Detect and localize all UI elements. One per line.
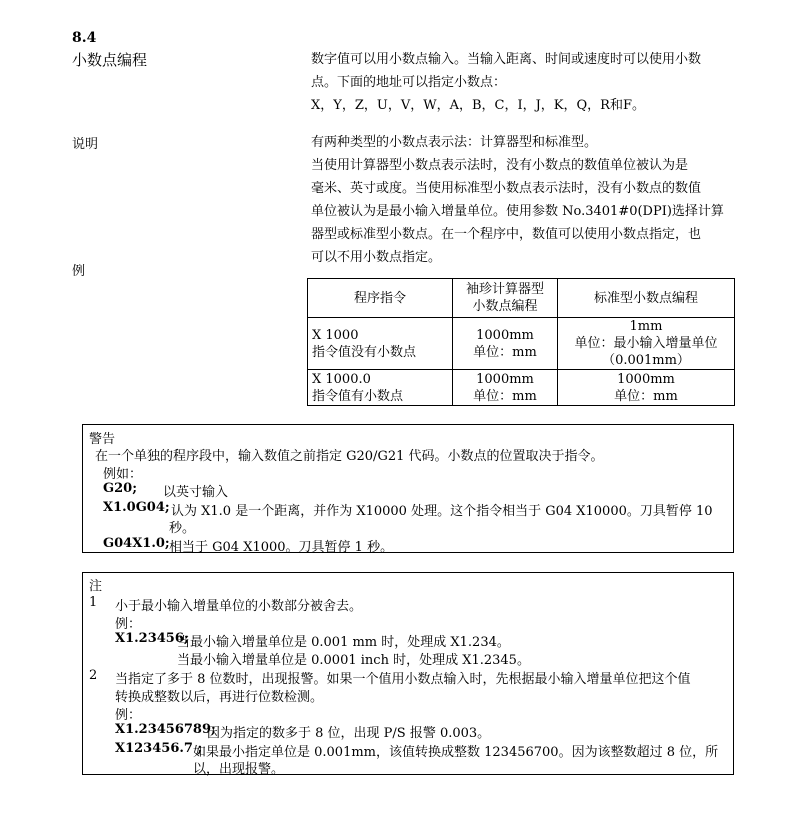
warning-line: 在一个单独的程序段中，输入数值之前指定 G20/G21 代码。小数点的位置取决于指令。: [95, 449, 604, 464]
code-x1234567: X123456.7 ;: [115, 741, 203, 756]
intro-line: 点。下面的地址可以指定小数点：: [311, 75, 507, 90]
table-row: [308, 370, 735, 406]
table-row: [308, 318, 735, 370]
table-cell: X 1000 指令值没有小数点: [308, 318, 453, 370]
explanation-line: 单位被认为是最小输入增量单位。使用参数 No.3401#0(DPI)选择计算: [311, 204, 724, 219]
explanation-paragraph: [311, 131, 731, 269]
warning-example-label: 例如：: [103, 467, 143, 482]
example-label: 例: [72, 264, 86, 279]
note-line: 当最小输入增量单位是 0.0001 inch 时，处理成 X1.2345。: [177, 653, 530, 668]
explanation-line: 器型或标准型小数点。在一个程序中，数值可以使用小数点指定，也: [311, 227, 702, 242]
note-line: 小于最小输入增量单位的小数部分被舍去。: [115, 599, 363, 614]
table-header-row: [308, 279, 735, 318]
table-header: 标准型小数点编程: [558, 279, 735, 318]
note-number: 1: [89, 595, 98, 610]
warning-line: 认为 X1.0 是一个距离，并作为 X10000 处理。这个指令相当于 G04 X10000。刀具暂停 10: [171, 504, 713, 519]
table-cell: 1000mm 单位：mm: [453, 318, 558, 370]
example-table: [307, 278, 735, 406]
intro-line: X，Y，Z，U，V，W，A，B，C，I，J，K，Q，R和F。: [311, 98, 645, 113]
note-line: 因为指定的数多于 8 位，出现 P/S 报警 0.003。: [207, 726, 491, 741]
code-x123456789: X1.23456789;: [115, 722, 216, 737]
section-number: 8.4: [72, 30, 97, 46]
table-cell: 1mm 单位：最小输入增量单位 （0.001mm）: [558, 318, 735, 370]
code-x123456: X1.23456;: [115, 631, 189, 646]
warning-line: 相当于 G04 X1000。刀具暂停 1 秒。: [169, 540, 394, 555]
note-box: [82, 572, 734, 775]
note-number: 2: [89, 668, 98, 683]
table-cell: 1000mm 单位：mm: [558, 370, 735, 406]
note-line: 当指定了多于 8 位数时，出现报警。如果一个值用小数点输入时，先根据最小输入增量单位把这个值: [115, 672, 691, 687]
warning-line: 以英寸输入: [163, 485, 229, 500]
note-line: 当最小输入增量单位是 0.001 mm 时，处理成 X1.234。: [177, 635, 510, 650]
warning-line: 秒。: [169, 521, 196, 536]
note-line: 转换成整数以后，再进行位数检测。: [115, 690, 324, 705]
note-example-label: 例：: [115, 617, 142, 632]
code-g04x10: G04X1.0;: [103, 536, 170, 551]
table-header: 程序指令: [308, 279, 453, 318]
explanation-label: 说明: [72, 137, 99, 152]
explanation-line: 有两种类型的小数点表示法：计算器型和标准型。: [311, 135, 598, 150]
warning-title: 警告: [89, 432, 116, 447]
note-line: 以，出现报警。: [193, 762, 285, 777]
table-cell: 1000mm 单位：mm: [453, 370, 558, 406]
warning-box: [82, 424, 734, 553]
note-example-label: 例：: [115, 708, 142, 723]
code-g20: G20;: [103, 481, 137, 496]
explanation-line: 可以不用小数点指定。: [311, 250, 442, 265]
code-x10g04: X1.0G04;: [103, 500, 170, 515]
table-header: 袖珍计算器型 小数点编程: [453, 279, 558, 318]
section-title: 小数点编程: [72, 51, 148, 69]
intro-line: 数字值可以用小数点输入。当输入距离、时间或速度时可以使用小数: [311, 52, 702, 67]
note-title: 注: [89, 579, 103, 594]
explanation-line: 毫米、英寸或度。当使用标准型小数点表示法时，没有小数点的数值: [311, 181, 702, 196]
table-cell: X 1000.0 指令值有小数点: [308, 370, 453, 406]
intro-paragraph: [311, 48, 731, 117]
note-line: 如果最小指定单位是 0.001mm，该值转换成整数 123456700。因为该整数超过 8 位，所: [193, 745, 719, 760]
explanation-line: 当使用计算器型小数点表示法时，没有小数点的数值单位被认为是: [311, 158, 689, 173]
